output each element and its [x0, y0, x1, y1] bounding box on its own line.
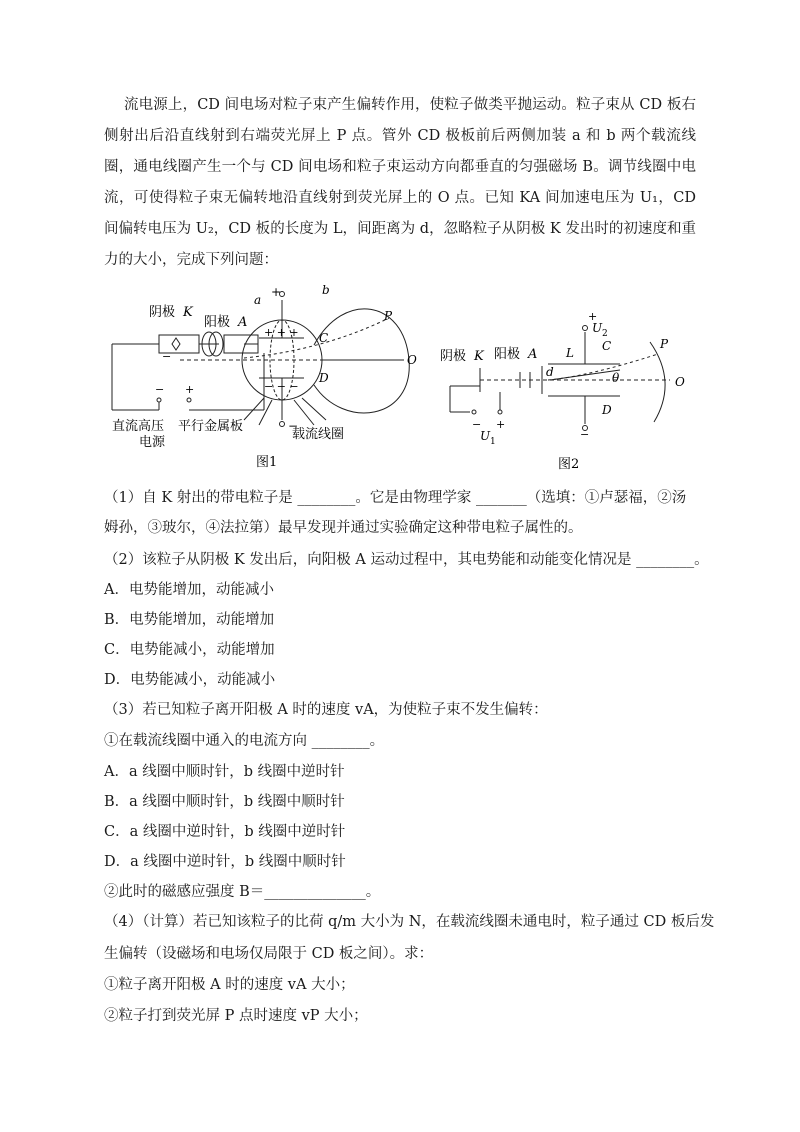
fig1-cathode-k: K	[183, 305, 193, 320]
fig2-cathode-label: 阴极	[440, 349, 467, 364]
fig2-u2: U	[592, 321, 603, 335]
fig1-caption: 图1	[256, 455, 278, 470]
fig2-bottom-minus: −	[580, 428, 590, 441]
q3-option-d: D．a 线圈中逆时针，b 线圈中顺时针	[104, 854, 346, 870]
fig2-anode-label: 阳极	[494, 347, 521, 362]
fig1-plate-plus: + + +	[264, 326, 299, 339]
fig1-plus-top: +	[271, 285, 282, 299]
q4-line2: 生偏转（设磁场和电场仅局限于 CD 板之间）。求：	[104, 946, 434, 962]
fig1-cathode-label: 阴极	[149, 305, 176, 320]
fig1-coil-b: b	[322, 283, 330, 297]
fig2-u2-plus: +	[588, 312, 598, 323]
q2-option-d: D．电势能减小，动能减小	[104, 672, 276, 688]
figure-1	[104, 280, 424, 470]
fig1-coil-a: a	[254, 293, 262, 307]
figure-2	[440, 312, 700, 472]
fig1-power-line2: 电源	[139, 435, 166, 450]
fig2-u1-sub: 1	[490, 437, 496, 447]
fig2-c: C	[602, 339, 612, 353]
fig1-minus-bottom: −	[288, 419, 299, 433]
fig2-anode-a: A	[528, 347, 538, 362]
fig1-anode-label: 阳极	[204, 315, 231, 330]
q3-stem: （3）若已知粒子离开阳极 A 时的速度 vA，为使粒子束不发生偏转：	[104, 702, 548, 718]
fig2-u1: U	[480, 429, 491, 443]
q3-sub1: ①在载流线圈中通入的电流方向 ________。	[104, 733, 385, 749]
q1-line1: （1）自 K 射出的带电粒子是 ________。它是由物理学家 _______（选填：①卢瑟福，②汤	[104, 490, 687, 506]
fig1-plate-minus: − − −	[264, 380, 299, 393]
fig1-coil-label: 载流线圈	[292, 427, 345, 442]
fig1-src-minus: −	[155, 383, 165, 396]
q3-option-b: B．a 线圈中顺时针，b 线圈中顺时针	[104, 794, 345, 810]
fig1-anode-a: A	[238, 315, 248, 330]
q3-option-c: C．a 线圈中逆时针，b 线圈中逆时针	[104, 824, 346, 840]
intro-paragraph: 流电源上，CD 间电场对粒子束产生偏转作用，使粒子做类平抛运动。粒子束从 CD 板右侧射出后沿直线射到右端荧光屏上 P 点。管外 CD 极板前后两侧加装 a 和 b 两个载流线圈，通电线圈产生一个与 CD 间电场和粒子束运动方向都垂直的匀强磁场 B。调节线圈中电流，可使得粒子束无偏转地沿直线射到荧光屏上的 O 点。已知 KA 间加速电压为 U₁，CD 间偏转电压为 U₂，CD 板的长度为 L，间距离为 d，忽略粒子从阴极 K 发出时的初速度和重力的大小，完成下列问题：	[104, 97, 696, 268]
fig2-caption: 图2	[558, 457, 580, 472]
fig2-d-gap: d	[546, 365, 554, 379]
fig2-p: P	[660, 337, 669, 351]
q2-option-a: A．电势能增加，动能减小	[104, 582, 274, 598]
fig1-plate-d: D	[319, 371, 329, 385]
q1-line2: 姆孙，③玻尔，④法拉第）最早发现并通过实验确定这种带电粒子属性的。	[104, 520, 583, 536]
q3-sub2: ②此时的磁感应强度 B＝______________。	[104, 884, 381, 900]
fig1-src-plus: +	[185, 383, 195, 396]
q2-stem: （2）该粒子从阴极 K 发出后，向阳极 A 运动过程中，其电势能和动能变化情况是 ________。	[104, 552, 709, 568]
fig2-o: O	[675, 375, 685, 389]
fig2-cathode-k: K	[474, 349, 484, 364]
fig1-plate-c: C	[319, 331, 329, 345]
fig2-u1-plus: +	[496, 418, 506, 431]
fig2-theta: θ	[612, 371, 620, 385]
fig2-u2-sub: 2	[602, 329, 608, 339]
fig1-point-p: P	[384, 309, 393, 323]
q3-option-a: A．a 线圈中顺时针，b 线圈中逆时针	[104, 764, 345, 780]
q2-option-b: B．电势能增加，动能增加	[104, 612, 275, 628]
fig2-d-plate: D	[602, 403, 612, 417]
q4-sub2: ②粒子打到荧光屏 P 点时速度 vP 大小；	[104, 1008, 368, 1024]
q4-line1: （4）（计算）若已知该粒子的比荷 q/m 大小为 N，在载流线圈未通电时，粒子通过 CD 板后发	[104, 914, 715, 930]
fig2-l: L	[566, 346, 574, 360]
fig1-power-line1: 直流高压	[112, 419, 165, 434]
fig1-plates-label: 平行金属板	[178, 419, 244, 434]
fig1-k-minus: −	[162, 350, 172, 363]
q2-option-c: C．电势能减小，动能增加	[104, 642, 275, 658]
q4-sub1: ①粒子离开阳极 A 时的速度 vA 大小；	[104, 977, 355, 993]
fig2-u1-minus: −	[472, 418, 482, 431]
fig1-point-o: O	[407, 353, 417, 367]
